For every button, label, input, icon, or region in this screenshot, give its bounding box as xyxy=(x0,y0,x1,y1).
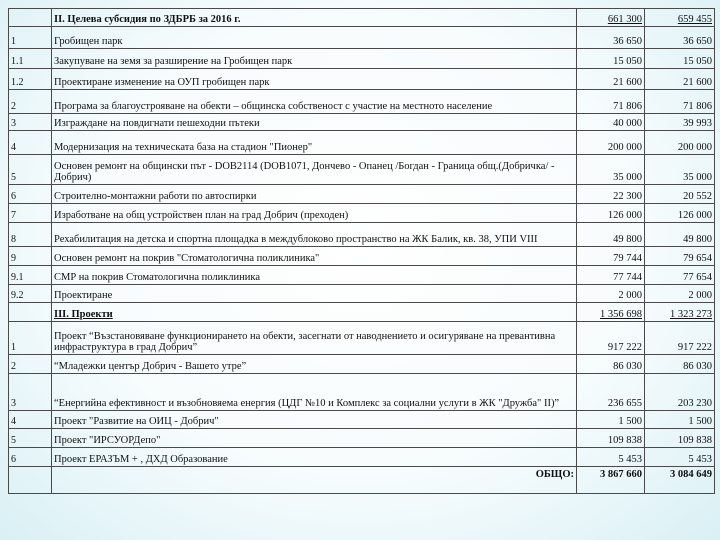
planned-amount: 86 030 xyxy=(577,355,645,374)
total-planned-amount: 3 867 660 xyxy=(577,466,645,493)
planned-amount: 917 222 xyxy=(577,322,645,355)
row-number: 5 xyxy=(9,154,52,184)
row-name: Изграждане на повдигнати пешеходни пътеки xyxy=(52,114,577,131)
table-row xyxy=(9,48,715,69)
row-name: “Младежки център Добрич - Вашето утре” xyxy=(52,355,577,374)
table-row xyxy=(9,429,715,448)
actual-amount: 1 500 xyxy=(645,410,715,429)
planned-amount: 109 838 xyxy=(577,429,645,448)
budget-table xyxy=(8,8,715,494)
actual-amount: 20 552 xyxy=(645,184,715,203)
planned-amount: 77 744 xyxy=(577,265,645,284)
row-number: 4 xyxy=(9,410,52,429)
row-number: 7 xyxy=(9,203,52,223)
row-name: Рехабилитация на детска и спортна площадка в междублоково пространство на ЖК Балик, кв. 38, УПИ VIII xyxy=(52,223,577,247)
actual-amount: 203 230 xyxy=(645,374,715,410)
row-number: 6 xyxy=(9,448,52,467)
row-number: 9 xyxy=(9,247,52,266)
planned-amount: 71 806 xyxy=(577,90,645,114)
actual-amount: 79 654 xyxy=(645,247,715,266)
actual-amount: 2 000 xyxy=(645,284,715,303)
planned-amount: 79 744 xyxy=(577,247,645,266)
actual-amount: 36 650 xyxy=(645,26,715,48)
row-name: Проект "Развитие на ОИЦ - Добрич" xyxy=(52,410,577,429)
row-number: 3 xyxy=(9,114,52,131)
row-name: Строително-монтажни работи по автоспирки xyxy=(52,184,577,203)
planned-amount: 35 000 xyxy=(577,154,645,184)
section-header-row xyxy=(9,9,715,27)
planned-amount: 5 453 xyxy=(577,448,645,467)
table-row xyxy=(9,69,715,90)
table-row xyxy=(9,223,715,247)
actual-amount: 35 000 xyxy=(645,154,715,184)
planned-amount: 1 500 xyxy=(577,410,645,429)
actual-amount: 86 030 xyxy=(645,355,715,374)
row-name: Проект ЕРАЗЪМ + , ДХД Образование xyxy=(52,448,577,467)
row-number: 1 xyxy=(9,26,52,48)
row-number: 3 xyxy=(9,374,52,410)
actual-amount: 77 654 xyxy=(645,265,715,284)
row-name: СМР на покрив Стоматологична поликлиника xyxy=(52,265,577,284)
row-name: Проектиране изменение на ОУП гробищен парк xyxy=(52,69,577,90)
actual-amount: 39 993 xyxy=(645,114,715,131)
actual-amount: 200 000 xyxy=(645,130,715,154)
planned-amount: 21 600 xyxy=(577,69,645,90)
row-number: 1 xyxy=(9,322,52,355)
row-number: 4 xyxy=(9,130,52,154)
table-row xyxy=(9,184,715,203)
row-number: 5 xyxy=(9,429,52,448)
total-actual-amount: 3 084 649 xyxy=(645,466,715,493)
row-number: 1.1 xyxy=(9,48,52,69)
row-name: Основен ремонт на общински път - DOB2114 (DOB1071, Дончево - Опанец /Богдан - Граница общ.(Добричка/ - Добрич) xyxy=(52,154,577,184)
table-row xyxy=(9,154,715,184)
planned-amount: 200 000 xyxy=(577,130,645,154)
section-header-row xyxy=(9,303,715,322)
table-row xyxy=(9,114,715,131)
total-label: ОБЩО: xyxy=(52,466,577,493)
row-number: 6 xyxy=(9,184,52,203)
row-number: 1.2 xyxy=(9,69,52,90)
row-name: Програма за благоустрояване на обекти – общинска собственост с участие на местното население xyxy=(52,90,577,114)
planned-amount: 661 300 xyxy=(577,9,645,27)
table-row xyxy=(9,203,715,223)
table-row xyxy=(9,26,715,48)
row-number: 8 xyxy=(9,223,52,247)
table-row xyxy=(9,247,715,266)
planned-amount: 236 655 xyxy=(577,374,645,410)
total-row xyxy=(9,466,715,493)
row-name: Модернизация на техническата база на стадион "Пионер" xyxy=(52,130,577,154)
actual-amount: 49 800 xyxy=(645,223,715,247)
actual-amount: 71 806 xyxy=(645,90,715,114)
planned-amount: 15 050 xyxy=(577,48,645,69)
row-name: Гробищен парк xyxy=(52,26,577,48)
actual-amount: 21 600 xyxy=(645,69,715,90)
row-number: 9.1 xyxy=(9,265,52,284)
row-name: Закупуване на земя за разширение на Гробищен парк xyxy=(52,48,577,69)
section-title: II. Целева субсидия по ЗДБРБ за 2016 г. xyxy=(52,9,577,27)
table-row xyxy=(9,284,715,303)
row-number xyxy=(9,466,52,493)
planned-amount: 49 800 xyxy=(577,223,645,247)
section-title: III. Проекти xyxy=(52,303,577,322)
table-row xyxy=(9,410,715,429)
actual-amount: 15 050 xyxy=(645,48,715,69)
actual-amount: 126 000 xyxy=(645,203,715,223)
row-number xyxy=(9,303,52,322)
planned-amount: 22 300 xyxy=(577,184,645,203)
row-name: Проектиране xyxy=(52,284,577,303)
actual-amount: 109 838 xyxy=(645,429,715,448)
row-number xyxy=(9,9,52,27)
table-row xyxy=(9,130,715,154)
row-number: 2 xyxy=(9,90,52,114)
table-row xyxy=(9,90,715,114)
planned-amount: 36 650 xyxy=(577,26,645,48)
planned-amount: 40 000 xyxy=(577,114,645,131)
row-name: “Енергийна ефективност и възобновяема енергия (ЦДГ №10 и Комплекс за социални услуги в ЖК "Дружба" II)” xyxy=(52,374,577,410)
actual-amount: 1 323 273 xyxy=(645,303,715,322)
table-row xyxy=(9,322,715,355)
table-row xyxy=(9,355,715,374)
row-name: Проект “Възстановяване функционирането на обекти, засегнати от наводнението и осигуряване на превантивна инфраструктура в град Добрич” xyxy=(52,322,577,355)
row-name: Основен ремонт на покрив "Стоматологична поликлиника" xyxy=(52,247,577,266)
actual-amount: 659 455 xyxy=(645,9,715,27)
actual-amount: 917 222 xyxy=(645,322,715,355)
actual-amount: 5 453 xyxy=(645,448,715,467)
planned-amount: 126 000 xyxy=(577,203,645,223)
planned-amount: 1 356 698 xyxy=(577,303,645,322)
table-row xyxy=(9,448,715,467)
row-name: Проект "ИРСУОРДепо" xyxy=(52,429,577,448)
row-number: 9.2 xyxy=(9,284,52,303)
table-row xyxy=(9,265,715,284)
row-number: 2 xyxy=(9,355,52,374)
budget-table-body xyxy=(9,9,715,494)
table-row xyxy=(9,374,715,410)
row-name: Изработване на общ устройствен план на град Добрич (преходен) xyxy=(52,203,577,223)
planned-amount: 2 000 xyxy=(577,284,645,303)
